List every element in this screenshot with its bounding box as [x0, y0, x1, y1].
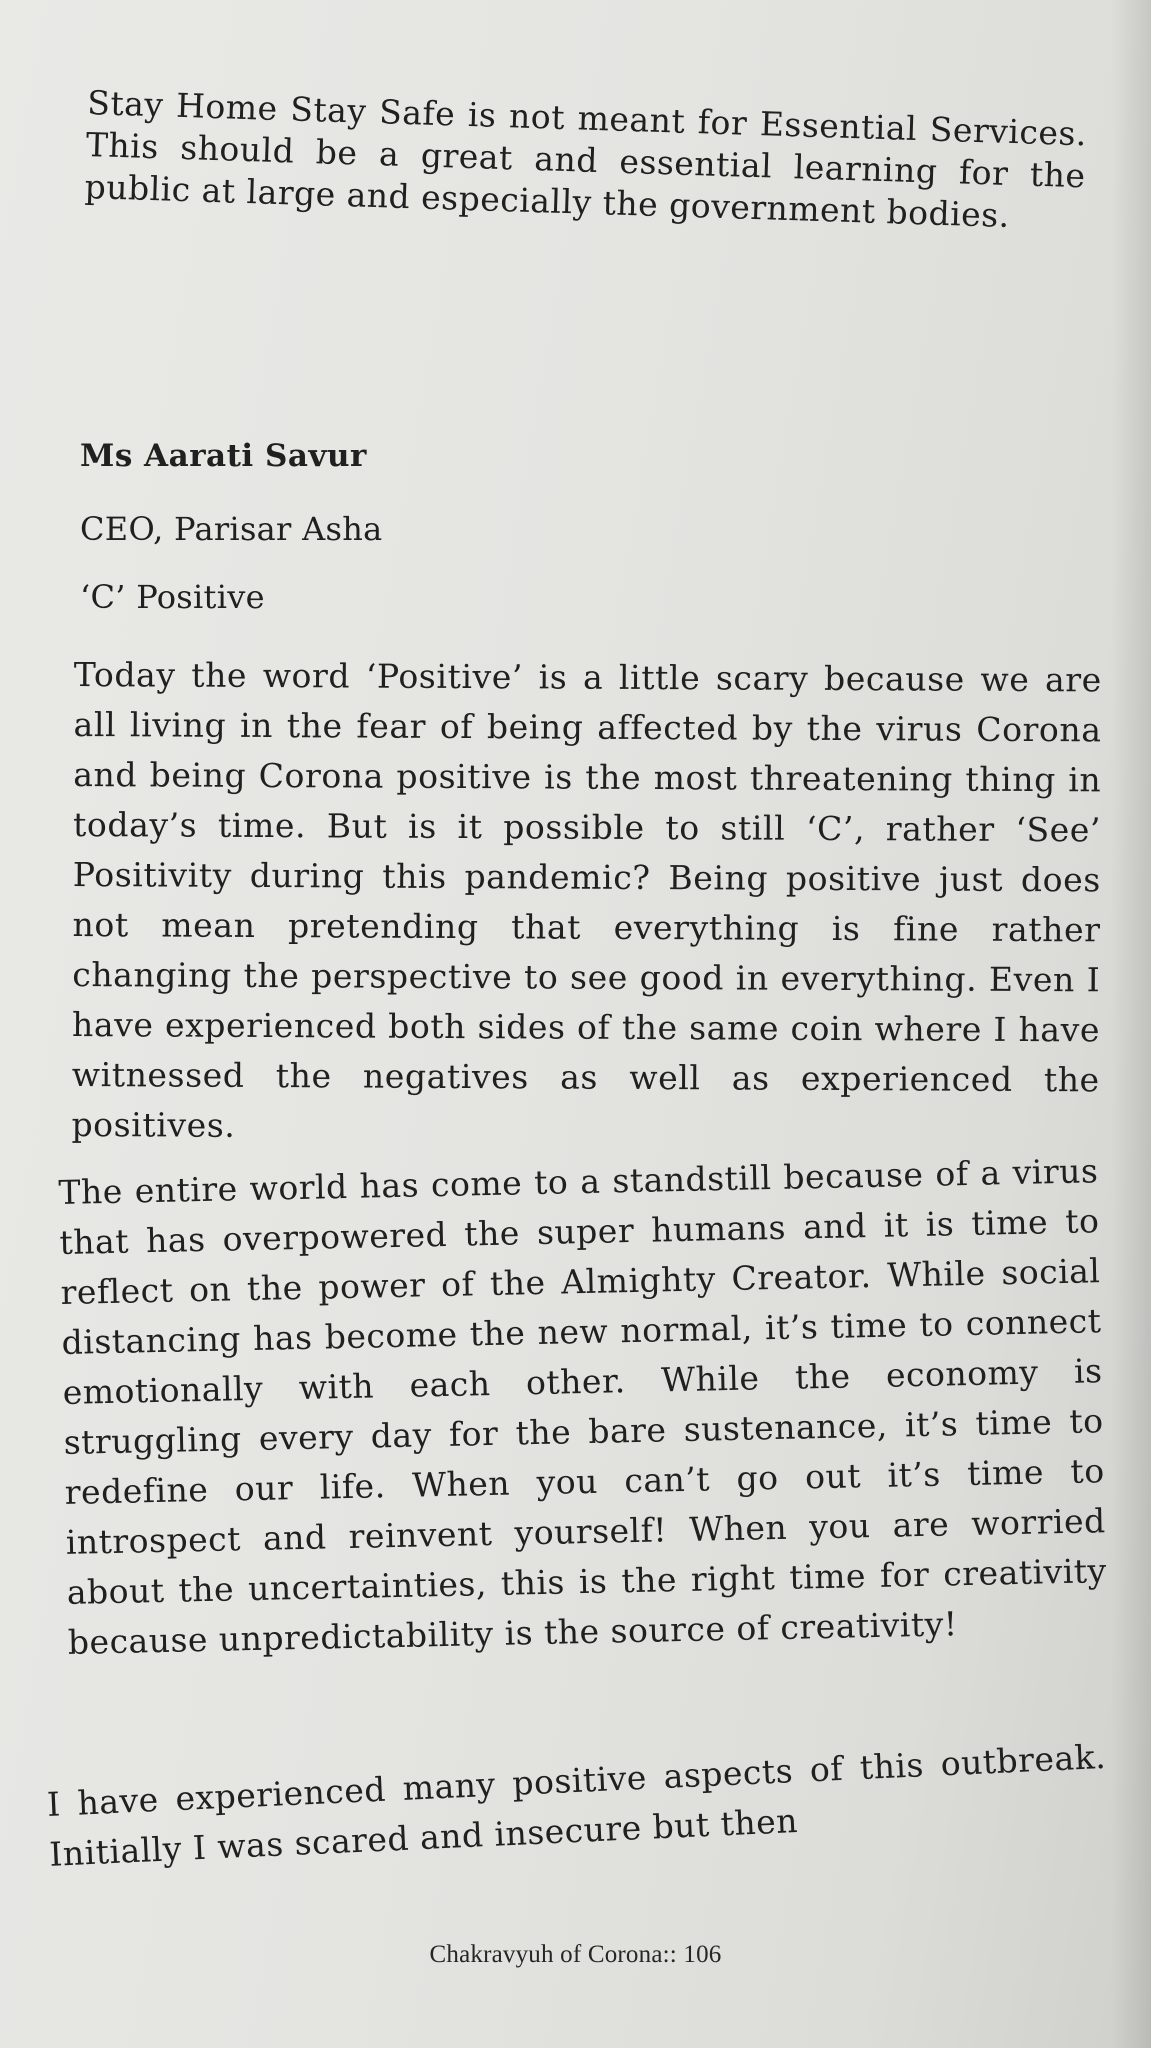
page-edge-shadow: [1111, 0, 1151, 2048]
intro-paragraph: Stay Home Stay Safe is not meant for Essential Services. This should be a great and essential learning for the public at large and especially the government bodies.: [84, 82, 1088, 236]
page-footer: Chakravyuh of Corona:: 106: [429, 1941, 722, 1968]
article-title: ‘C’ Positive: [80, 578, 265, 616]
author-name: Ms Aarati Savur: [80, 438, 367, 474]
body-paragraph-1: Today the word ‘Positive’ is a little scary because we are all living in the fear of being affected by the virus Corona and being Corona positive is the most threatening thing in today’s time. But is it possible to still ‘C’, rather ‘See’ Positivity during this pandemic? Being positive just does not mean pretending that everything is fine rather changing the perspective to see good in everything. Even I have experienced both sides of the same coin where I have witnessed the negatives as well as experienced the positives.: [71, 654, 1102, 1145]
body-paragraph-2: The entire world has come to a standstill because of a virus that has overpowered the super humans and it is time to reflect on the power of the Almighty Creator. While social distancing has become the new normal, it’s time to connect emotionally with each other. While the economy is struggling every day for the bare sustenance, it’s time to redefine our life. When you can’t go out it’s time to introspect and reinvent yourself! When you are worried about the uncertainties, this is the right time for creativity because unpredictability is the source of creativity!: [58, 1151, 1108, 1662]
body-paragraph-3: I have experienced many positive aspects of this outbreak. Initially I was scared and insecure but then: [46, 1736, 1107, 1874]
author-role: CEO, Parisar Asha: [80, 510, 383, 548]
